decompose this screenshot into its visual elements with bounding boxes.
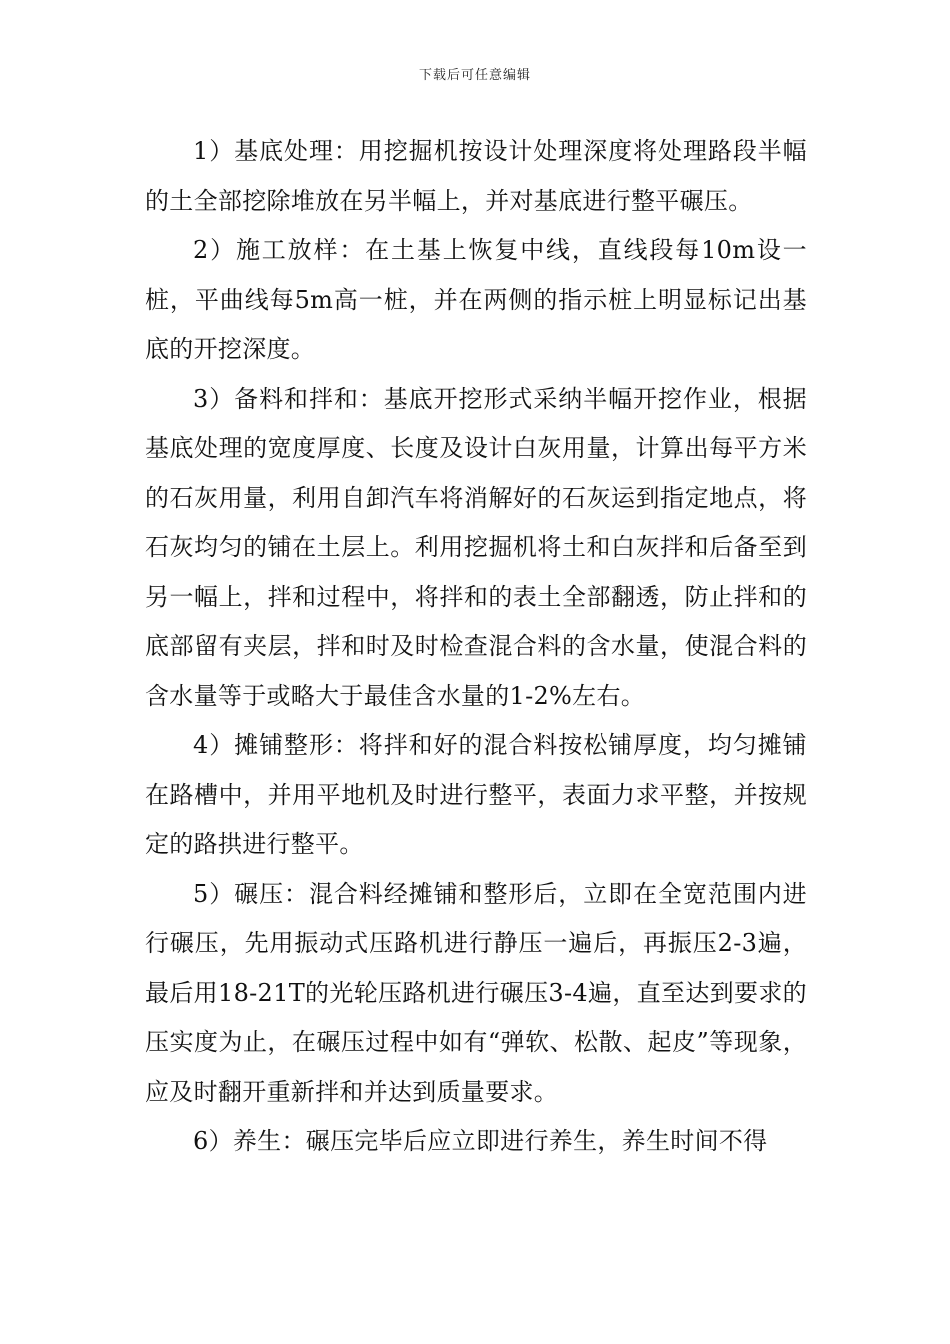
paragraph-base-treatment: 1）基底处理：用挖掘机按设计处理深度将处理路段半幅的土全部挖除堆放在另半幅上，并对基底进行整平碾压。	[145, 137, 807, 215]
paragraph-layout-staking: 2）施工放样：在土基上恢复中线，直线段每10m设一桩，平曲线每5m高一桩，并在两侧的指示桩上明显标记出基底的开挖深度。	[145, 236, 807, 363]
paragraph-curing: 6）养生：碾压完毕后应立即进行养生，养生时间不得	[193, 1127, 768, 1155]
paragraph-compaction: 5）碾压：混合料经摊铺和整形后，立即在全宽范围内进行碾压，先用振动式压路机进行静压一遍后，再振压2-3遍，最后用18-21T的光轮压路机进行碾压3-4遍，直至达到要求的压实度为止，在碾压过程中如有“弹软、松散、起皮”等现象，应及时翻开重新拌和并达到质量要求。	[145, 879, 807, 1106]
document-body	[145, 127, 807, 1167]
paragraph-paving-shaping: 4）摊铺整形：将拌和好的混合料按松铺厚度，均匀摊铺在路槽中，并用平地机及时进行整平，表面力求平整，并按规定的路拱进行整平。	[145, 731, 807, 858]
page-header: 下载后可任意编辑	[418, 68, 531, 83]
paragraph-material-mixing: 3）备料和拌和：基底开挖形式采纳半幅开挖作业，根据基底处理的宽度厚度、长度及设计白灰用量，计算出每平方米的石灰用量，利用自卸汽车将消解好的石灰运到指定地点，将石灰均匀的铺在土层上。利用挖掘机将土和白灰拌和后备至到另一幅上，拌和过程中，将拌和的表土全部翻透，防止拌和的底部留有夹层，拌和时及时检查混合料的含水量，使混合料的含水量等于或略大于最佳含水量的1-2%左右。	[145, 384, 807, 710]
